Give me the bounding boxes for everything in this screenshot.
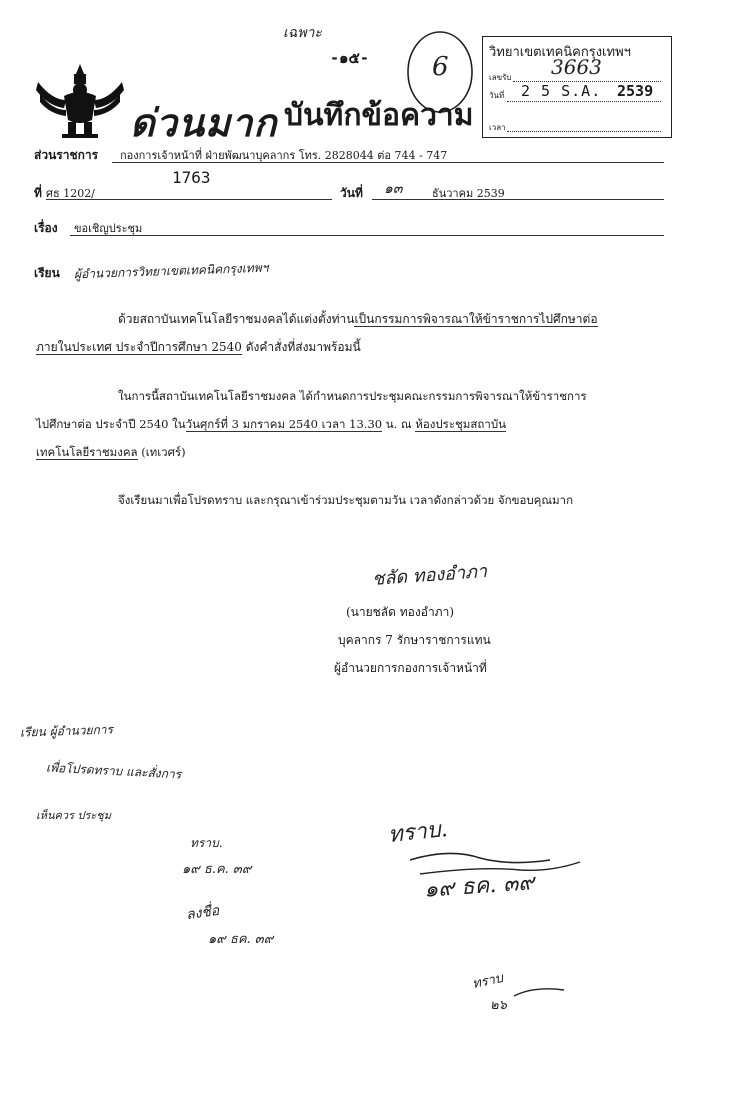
- handwritten-note-5a: ลงชื่อ: [185, 902, 221, 924]
- signer-position-2: ผู้อำนวยการกองการเจ้าหน้าที่: [334, 661, 487, 675]
- body-p1-line1-a: ด้วยสถาบันเทคโนโลยีราชมงคลได้แต่งตั้งท่าน: [118, 312, 355, 326]
- handwritten-note-4b: ๑๙ ธ.ค. ๓๙: [182, 862, 252, 877]
- stamp-org: วิทยาเขตเทคนิคกรุงเทพฯ: [489, 45, 631, 60]
- to-value: ผู้อำนวยการวิทยาเขตเทคนิคกรุงเทพฯ: [73, 260, 269, 282]
- page-number: -๑๕-: [330, 49, 369, 67]
- stamp-recv-label: เลขรับ: [489, 73, 512, 82]
- ref-value: ศธ 1202/: [46, 187, 95, 200]
- garuda-emblem-icon: [34, 60, 126, 140]
- stamp-year: 2539: [617, 82, 654, 100]
- signature-scrawl: ชลัด ทองอำภา: [371, 561, 488, 590]
- handwritten-stroke: [510, 976, 570, 1006]
- ref-label: ที่: [34, 186, 42, 200]
- body-p1-line1: [118, 310, 598, 329]
- signer-position-1: บุคลากร 7 รักษาราชการแทน: [338, 633, 491, 647]
- handwritten-note-9: ๒๖: [490, 998, 507, 1013]
- handwritten-note-2: เพื่อโปรดทราบ และสั่งการ: [45, 760, 182, 782]
- stamp-time-label: เวลา: [489, 123, 506, 132]
- handwritten-note-6: ทราบ.: [386, 816, 449, 849]
- body-p2-line2-a: ไปศึกษาต่อ ประจำปี 2540 ใน: [36, 417, 186, 431]
- subject-value: ขอเชิญประชุม: [74, 222, 143, 235]
- urgent-label: ด่วนมาก: [130, 100, 278, 145]
- body-p2-meeting-date: วันศุกร์ที่ 3 มกราคม 2540 เวลา 13.30: [185, 417, 383, 431]
- handwritten-note-5b: ๑๙ ธค. ๓๙: [208, 932, 274, 947]
- body-p2-line2-c: น. ณ: [382, 417, 416, 431]
- body-p1-line2-b: ดังคำสั่งที่ส่งมาพร้อมนี้: [241, 340, 361, 354]
- date-day: ๑๓: [384, 181, 403, 197]
- ref-number: 1763: [172, 168, 211, 187]
- department-value: กองการเจ้าหน้าที่ ฝ่ายพัฒนาบุคลากร โทร. 2828044 ต่อ 744 - 747: [120, 149, 448, 162]
- date-value: ธันวาคม 2539: [432, 187, 505, 200]
- body-p1-line2: [36, 338, 361, 357]
- body-p3: จึงเรียนมาเพื่อโปรดทราบ และกรุณาเข้าร่วมประชุมตามวัน เวลาดังกล่าวด้วย จักขอบคุณมาก: [118, 493, 574, 507]
- circled-number: 6: [432, 52, 449, 82]
- body-p2-line3: [36, 444, 186, 462]
- date-label: วันที่: [340, 186, 363, 200]
- body-p2-line2: [36, 416, 506, 434]
- subject-label: เรื่อง: [34, 221, 58, 235]
- body-p1-line1-underlined: เป็นกรรมการพิจารณาให้ข้าราชการไปศึกษาต่อ: [354, 312, 598, 326]
- body-p1-line2-underlined: ภายในประเทศ ประจำปีการศึกษา 2540: [36, 340, 242, 354]
- body-p2-meeting-room: ห้องประชุมสถาบัน: [415, 417, 506, 431]
- handwritten-note-3: เห็นควร ประชุม: [36, 809, 111, 822]
- handwritten-note-4a: ทราบ.: [190, 836, 223, 850]
- document-title: บันทึกข้อความ: [284, 98, 474, 133]
- stamp-date-label: วันที่: [489, 91, 505, 100]
- to-label: เรียน: [34, 266, 60, 280]
- stamp-date: 2 5 S.A.: [521, 82, 602, 100]
- handwritten-note-8: ทราบ: [470, 970, 505, 993]
- stamp-recv-number: 3663: [551, 55, 602, 79]
- body-p2-line1: ในการนี้สถาบันเทคโนโลยีราชมงคล ได้กำหนดการประชุมคณะกรรมการพิจารณาให้ข้าราชการ: [118, 389, 587, 403]
- department-label: ส่วนราชการ: [34, 148, 99, 162]
- handwritten-note-1: เรียน ผู้อำนวยการ: [19, 722, 114, 740]
- body-p2-line3-b: (เทเวศร์): [137, 445, 186, 459]
- top-handwritten-mark: เฉพาะ: [283, 25, 322, 41]
- receipt-stamp: [482, 36, 672, 138]
- body-p2-line3-underlined: เทคโนโลยีราชมงคล: [36, 445, 138, 459]
- signer-name: (นายชลัด ทองอำภา): [346, 605, 455, 619]
- handwritten-note-7: ๑๙ ธค. ๓๙: [423, 870, 536, 903]
